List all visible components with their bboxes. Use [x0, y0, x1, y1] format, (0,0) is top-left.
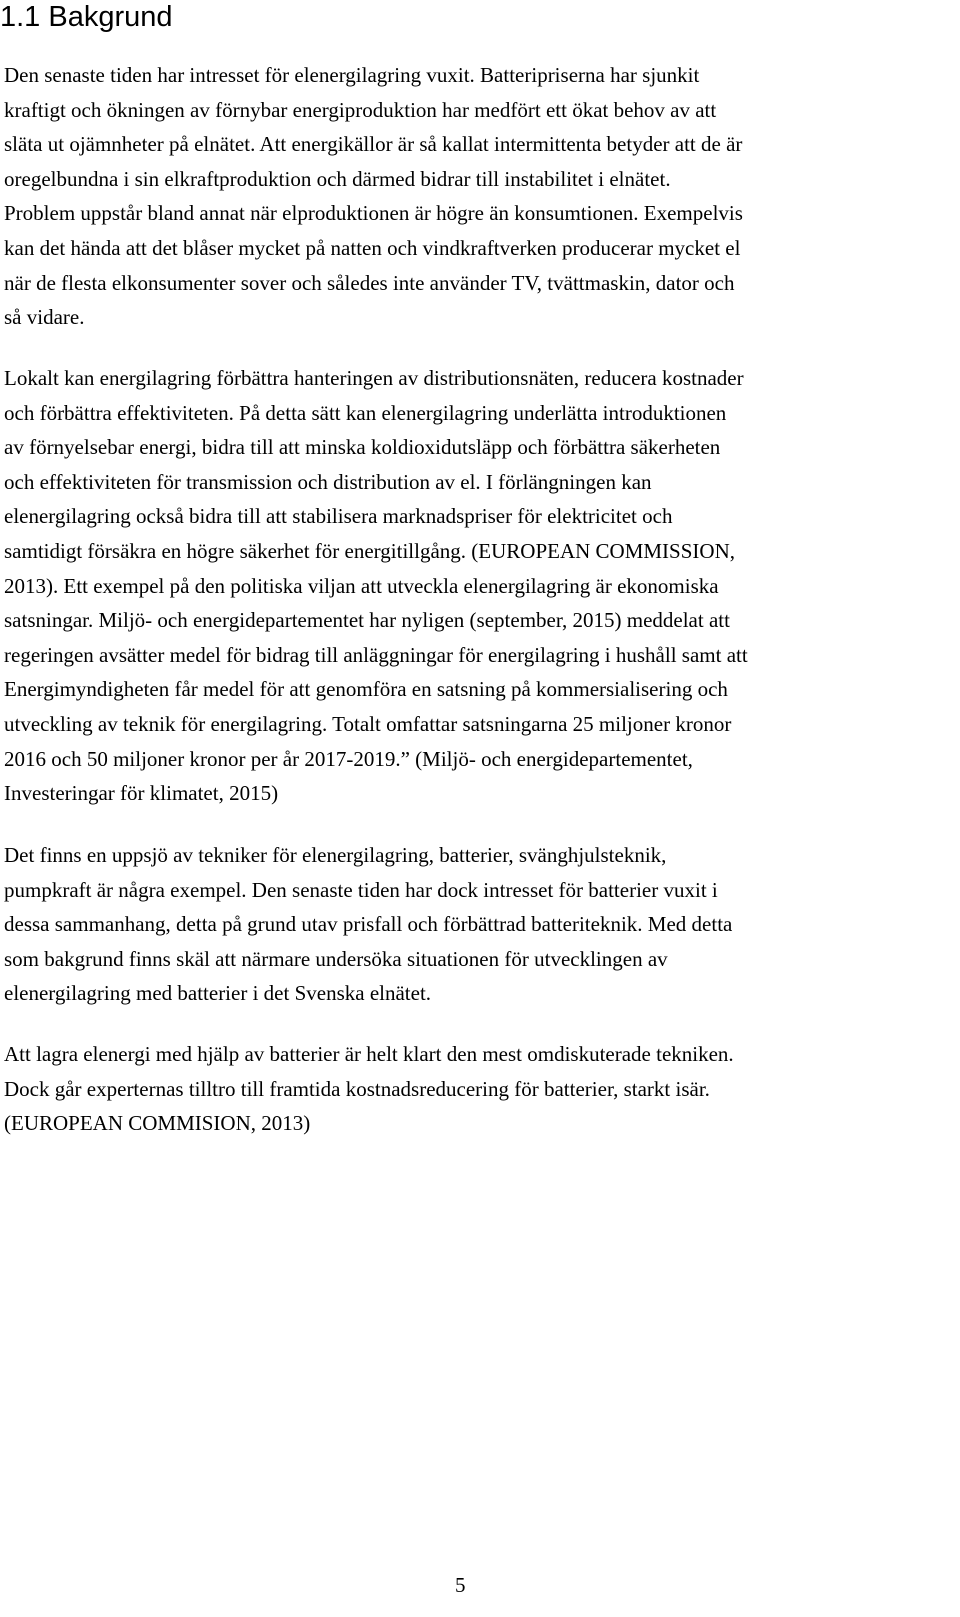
text-line: så vidare.: [4, 305, 85, 330]
text-line: kan det hända att det blåser mycket på natten och vindkraftverken producerar mycket el: [4, 235, 741, 260]
section-heading: 1.1 Bakgrund: [0, 1, 173, 33]
text-line: elenergilagring med batterier i det Svenska elnätet.: [4, 981, 432, 1006]
text-line: kraftigt och ökningen av förnybar energiproduktion har medfört ett ökat behov av att: [4, 97, 717, 122]
text-line: pumpkraft är några exempel. Den senaste tiden har dock intresset för batterier vuxit i: [4, 877, 718, 902]
text-line: 2013). Ett exempel på den politiska viljan att utveckla elenergilagring är ekonomiska: [4, 573, 719, 598]
text-line: Att lagra elenergi med hjälp av batterier är helt klart den mest omdiskuterade tekniken.: [4, 1042, 734, 1066]
text-line: Det finns en uppsjö av tekniker för elenergilagring, batterier, svänghjulsteknik,: [4, 843, 667, 867]
text-line: utveckling av teknik för energilagring. Totalt omfattar satsningarna 25 miljoner kronor: [4, 711, 732, 736]
text-line: Investeringar för klimatet, 2015): [4, 781, 279, 806]
text-line: och förbättra effektiviteten. På detta sätt kan elenergilagring underlätta introduktionen: [4, 400, 727, 425]
text-line: av förnyelsebar energi, bidra till att minska koldioxidutsläpp och förbättra säkerheten: [4, 435, 721, 460]
text-line: elenergilagring också bidra till att stabilisera marknadspriser för elektricitet och: [4, 504, 673, 529]
text-line: och effektiviteten för transmission och distribution av el. I förlängningen kan: [4, 469, 652, 494]
text-line: (EUROPEAN COMMISION, 2013): [4, 1111, 311, 1136]
text-line: Den senaste tiden har intresset för elenergilagring vuxit. Batteripriserna har sjunkit: [4, 63, 700, 87]
text-line: Energimyndigheten får medel för att genomföra en satsning på kommersialisering och: [4, 677, 728, 702]
paragraph-4: [4, 1037, 944, 1141]
text-line: samtidigt försäkra en högre säkerhet för energitillgång. (EUROPEAN COMMISSION,: [4, 538, 735, 563]
paragraph-2: [4, 361, 944, 811]
text-line: satsningar. Miljö- och energidepartementet har nyligen (september, 2015) meddelat att: [4, 608, 730, 633]
paragraph-1: [4, 58, 944, 335]
paragraph-3: [4, 838, 944, 1011]
text-line: oregelbundna i sin elkraftproduktion och därmed bidrar till instabilitet i elnätet.: [4, 166, 671, 191]
text-line: Problem uppstår bland annat när elproduktionen är högre än konsumtionen. Exempelvis: [4, 201, 743, 226]
text-line: när de flesta elkonsumenter sover och således inte använder TV, tvättmaskin, dator och: [4, 270, 735, 295]
text-line: som bakgrund finns skäl att närmare undersöka situationen för utvecklingen av: [4, 946, 668, 971]
text-line: Lokalt kan energilagring förbättra hanteringen av distributionsnäten, reducera kostnader: [4, 366, 744, 390]
text-line: Dock går experternas tilltro till framtida kostnadsreducering för batterier, starkt isär.: [4, 1076, 710, 1101]
text-line: dessa sammanhang, detta på grund utav prisfall och förbättrad batteriteknik. Med detta: [4, 912, 733, 937]
text-line: 2016 och 50 miljoner kronor per år 2017-2019.” (Miljö- och energidepartementet,: [4, 746, 693, 771]
text-line: släta ut ojämnheter på elnätet. Att energikällor är så kallat intermittenta betyder att de är: [4, 132, 743, 157]
page-number: 5: [455, 1573, 466, 1597]
text-line: regeringen avsätter medel för bidrag till anläggningar för energilagring i hushåll samt att: [4, 642, 748, 667]
